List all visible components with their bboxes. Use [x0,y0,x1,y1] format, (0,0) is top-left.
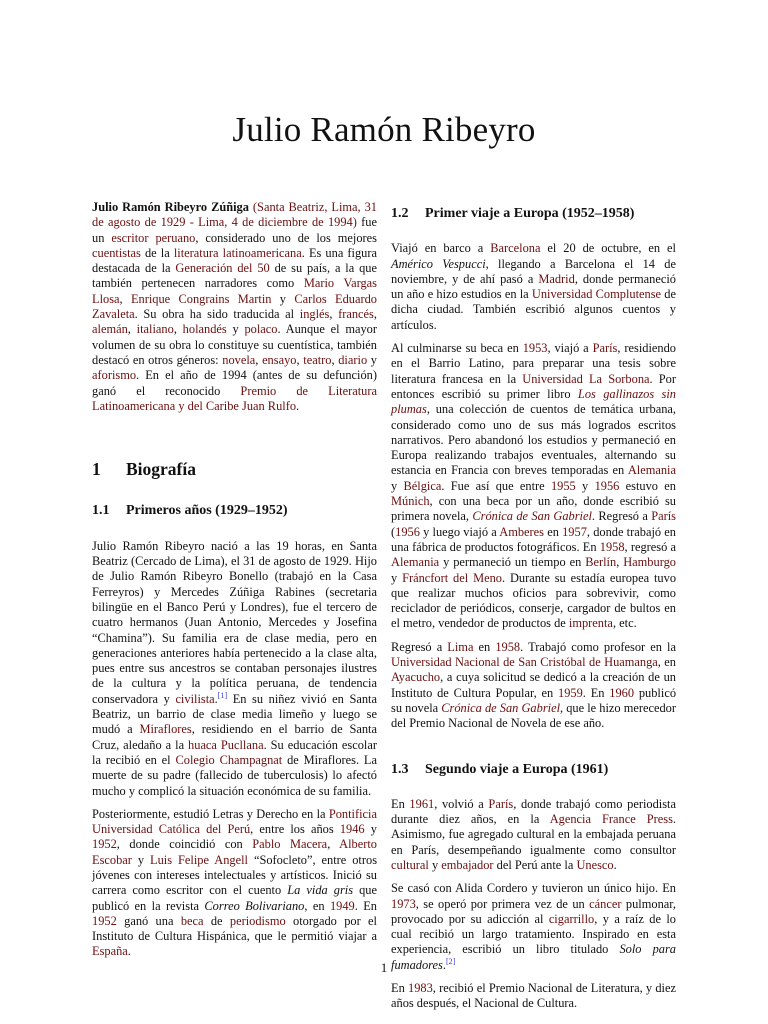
inline-link[interactable]: cuentistas [92,245,141,260]
text-run: En su niñez vivió en Santa Beatriz, un barrio de clase media limeño y luego se mudó a [92,691,377,737]
inline-link[interactable]: cáncer [589,896,622,911]
inline-link[interactable]: literatura latinoamericana [173,245,302,260]
text-run: , donde trabajó como periodista durante diez años, en la [391,796,676,827]
text-run: y [364,822,377,837]
text-run: en [473,639,496,654]
text-run: , a cuya solicitud se dedicó a la creación de un Instituto de Cultura Popular, en [391,670,676,700]
inline-link[interactable]: 1960 [609,685,635,700]
subsection-label: Segundo viaje a Europa (1961) [425,761,609,777]
text-run: y [226,322,245,337]
inline-link[interactable]: inglés [299,307,330,322]
inline-link[interactable]: París [488,796,514,811]
text-run: , etc. [612,616,637,631]
text-run: , donde permaneció un año e hizo estudios en la [391,271,676,302]
italic-text: La vida gris [287,883,354,898]
text-run: , considerado uno de los mejores [195,230,377,245]
inline-link[interactable]: Ayacucho [391,670,441,685]
text-run: . Trabajó como profesor en la [520,639,677,654]
inline-link[interactable]: teatro [303,352,332,367]
intro-paragraph [92,200,377,414]
biografia-paragraph-2 [92,807,377,960]
subsection-label: Primer viaje a Europa (1952–1958) [425,206,635,221]
text-run: , [173,322,183,337]
text-run: ( [391,524,396,539]
text-run: Al culminarse su beca en [391,341,523,356]
inline-link[interactable]: Madrid [538,271,575,286]
text-run: de Miraflores. La muerte de su padre (fallecido de tuberculosis) lo afectó mucho y complicó la situación económica de su familia. [92,752,377,798]
text-run: , recibió el Premio Nacional de Literatura, y diez años después, el Nacional de Cultura. [391,981,676,1011]
text-run: . En [582,685,610,700]
subsection-label: Primeros años (1929–1952) [126,503,288,519]
text-run: . Fue así que entre [441,478,551,493]
text-run: , con una beca por un año, donde escribió su primera novela, [391,494,676,524]
text-run: ganó una [116,913,181,928]
inline-link[interactable]: civilista [175,691,215,706]
text-run: Regresó a [391,639,448,654]
text-run: , donde trabajó en una fábrica de productos fotográficos. En [391,524,676,554]
text-run: , [331,352,339,367]
bold-text: Julio Ramón Ribeyro Zúñiga [92,200,249,214]
text-run: y permaneció un tiempo en [439,555,586,570]
inline-link[interactable]: ensayo [262,352,297,367]
inline-link[interactable]: Enrique Congrains Martin [130,291,272,306]
section-number: 1 [92,459,101,480]
text-run: . Aunque el mayor volumen de su obra lo constituye su cuentística, también destacó en otros géneros: [92,322,377,367]
inline-link[interactable]: Bélgica [403,478,442,493]
text-run: y [391,570,403,585]
text-run: . [214,691,218,706]
text-run: . [296,398,300,413]
text-run: . Por entonces escribió su primer libro [391,371,676,401]
text-run: de dicha ciudad. También escribió algunos cuentos y artículos. [391,287,676,332]
inline-link[interactable]: 1956 [395,524,420,539]
inline-link[interactable]: Alemania [627,463,676,478]
inline-link[interactable]: embajador [441,857,494,872]
inline-link[interactable]: Luis Felipe Angell [150,852,249,867]
text-run: el 20 de octubre, en el [540,241,676,256]
inline-link[interactable]: Pontificia Universidad Católica del Perú [92,806,377,837]
text-run: . En [354,898,377,913]
text-run: . Durante su estadía europea tuvo que realizar muchos oficios para sobrevivir, como reciclador de periódicos, conserje, cargador de bultos en el metro, vendedor de productos de [391,570,677,631]
inline-link[interactable]: Múnich [391,494,430,509]
text-run: , en [304,898,330,913]
inline-link[interactable]: 1953 [522,341,548,356]
text-run: y [428,857,442,872]
inline-link[interactable]: Fráncfort del Meno [402,570,502,585]
page-number: 1 [380,960,388,975]
text-run: . En el año de 1994 (antes de su defunción) ganó el reconocido [92,368,377,398]
inline-link[interactable]: 1952 [92,913,117,928]
text-run: , [119,291,131,306]
inline-link[interactable]: imprenta [568,616,613,631]
text-run: , [373,307,377,322]
text-run: , se operó por primera vez de un [415,896,590,911]
inline-link[interactable]: Crónica de San Gabriel [441,700,561,715]
text-run: , residiendo en el barrio de Santa Cruz, aledaño a la [92,722,378,752]
text-run: de [203,913,230,928]
inline-link[interactable]: París [592,341,618,356]
text-run: , [255,352,263,367]
text-run: de su país, a la que también pertenecen narradores como [92,261,377,291]
inline-link[interactable]: 1946 [339,822,365,837]
right-column [391,200,676,1020]
inline-link[interactable]: París [651,509,677,524]
inline-link[interactable]: Los gallinazos sin plumas [391,386,676,417]
text-run: “Sofocleto”, entre otros jóvenes con intereses intelectuales y artísticos. Inició su carrera como escritor con el cuento [92,852,378,898]
subsection-heading-primeros-anos [92,503,377,518]
text-run: en [544,524,563,539]
text-run: Viajó en barco a [391,241,491,256]
inline-link[interactable]: cigarrillo [548,911,595,926]
inline-link[interactable]: Lima [447,639,474,654]
inline-link[interactable]: beca [180,913,204,928]
inline-link[interactable]: aforismo [92,368,137,383]
inline-link[interactable]: francés [338,307,374,322]
primer-viaje-paragraph-3 [391,640,676,732]
text-run: , llegando a Barcelona el 14 de noviembre, y de ahí pasó a [391,256,676,286]
text-run: . [442,957,446,972]
inline-link[interactable]: escritor peruano [111,230,196,245]
inline-link[interactable]: Carlos Eduardo Zavaleta [92,291,377,322]
text-run: y [367,352,377,367]
text-run: y [271,291,295,306]
text-run: otorgado por el Instituto de Cultura Hispánica, que le permitió viajar a [92,913,377,944]
inline-link[interactable]: Miraflores [139,722,192,737]
text-run: , en [657,655,676,670]
inline-link[interactable]: 1983 [408,981,433,996]
text-run: , [296,352,304,367]
inline-link[interactable]: Alberto Escobar [92,837,377,867]
inline-link[interactable]: Premio de Literatura Latinoamericana y del Caribe Juan Rulfo [92,383,377,413]
text-run: y [131,852,151,867]
citation-link[interactable]: [1] [217,690,228,700]
text-run: y luego viajó a [419,524,500,539]
subsection-heading-primer-viaje [391,206,676,221]
inline-link[interactable]: 1949 [329,898,355,913]
inline-link[interactable]: periodismo [229,913,286,928]
text-run: , viajó a [547,341,593,356]
text-run: , [127,322,137,337]
inline-link[interactable]: Agencia France Press [549,812,673,827]
primer-viaje-paragraph-2 [391,341,676,632]
text-run: , y a raíz de lo cual recibió un largo tratamiento. Inspirado en esta experiencia, escribió un libro titulado [391,911,676,957]
inline-link[interactable]: Hamburgo [623,555,676,570]
text-run: . Su educación escolar la recibió en el [92,737,377,767]
text-run: y [391,478,404,493]
inline-link[interactable]: 1958 [599,539,625,554]
inline-link[interactable]: diario [338,352,368,367]
inline-link[interactable]: Generación del 50 [175,261,270,276]
italic-text: Solo para fumadores [391,942,676,972]
text-run: , residiendo en el Barrio Latino, para preparar una tesis sobre literatura francesa en la [391,341,676,386]
page-title: Julio Ramón Ribeyro [232,110,536,149]
inline-link[interactable]: Pablo Macera [252,837,328,852]
inline-link[interactable]: Unesco [576,857,614,872]
italic-text: Correo Bolivariano [204,898,305,913]
text-run: , [329,307,339,322]
inline-link[interactable]: 1955 [550,478,576,493]
inline-link[interactable]: polaco [244,322,278,337]
inline-link[interactable]: Alemania [391,555,440,570]
text-run: publicó su novela [391,685,677,715]
text-run: . [127,944,131,959]
inline-link[interactable]: Mario Vargas Llosa [92,276,377,306]
text-run: estuvo en [619,478,676,493]
inline-link[interactable]: España [92,944,128,959]
inline-link[interactable]: 1956 [594,478,620,493]
inline-link[interactable]: Universidad Nacional de San Cristóbal de Huamanga [391,655,658,670]
inline-link[interactable]: 1961 [409,796,435,811]
subsection-number: 1.3 [391,761,409,777]
segundo-viaje-paragraph-3 [391,981,676,1012]
inline-link[interactable]: cultural [391,857,429,872]
inline-link[interactable]: Barcelona [490,241,541,256]
text-run: En [391,796,410,811]
inline-link[interactable]: Amberes [499,524,544,539]
text-run: . Es una figura destacada de la [92,245,377,276]
inline-link[interactable]: Universidad La Sorbona [522,371,650,386]
text-run: . [613,857,617,872]
text-run: Julio Ramón Ribeyro nació a las 19 horas, en Santa Beatriz (Cercado de Lima), el 31 de agosto de 1929. Hijo de Julio Ramón Ribeyro Bonello (trabajó en la Casa Ferreyros) y Mercedes Zúñiga Rabines (secretaria bilingüe en el Banco Perú y Londres), fue el tercero de cuatro hermanos (Juan Antonio, Mercedes y Josefina “Chamina”). Su familia era de clase media, pero en generaciones anteriores había pertenecido a la clase alta, pues entre sus ancestros se contaban personajes ilustres de la cultura y la política peruana, de tendencia conservadora y [92,538,377,706]
text-run: , [327,837,340,852]
section-label: Biografía [126,459,196,480]
subsection-heading-segundo-viaje [391,762,676,777]
inline-link[interactable]: 1957 [562,524,587,539]
inline-link[interactable]: 1952 [92,837,117,852]
inline-link[interactable]: 1958 [495,639,521,654]
text-run: y [575,478,595,493]
inline-link[interactable]: Universidad Complutense [531,287,662,302]
text-run: , regresó a [624,539,677,554]
text-run: , [616,555,624,570]
text-run: Se casó con Alida Cordero y tuvieron un único hijo. En [391,881,676,896]
subsection-number: 1.2 [391,206,409,221]
text-run: , donde coincidió con [116,837,253,852]
inline-link[interactable]: alemán [92,322,128,337]
subsection-number: 1.1 [92,503,110,519]
text-run: , una colección de cuentos de temática urbana, considerado como uno de sus más logrados escritos narrativos. Pero abandonó los estudios y permaneció en Europa realizando trabajos eventuales, alternando su estancia en Francia con breves temporadas en [391,402,676,478]
inline-link[interactable]: novela [222,352,256,367]
text-run: , que le hizo merecedor del Premio Nacional de Novela de ese año. [391,700,676,731]
section-heading-biografia [92,459,377,480]
inline-link[interactable]: italiano [136,322,174,337]
text-run: , entre los años [250,822,340,837]
inline-link[interactable]: 1959 [558,685,583,700]
citation-link[interactable]: [2] [445,956,456,966]
text-run: En [391,981,408,996]
text-run: fue un [92,215,378,245]
inline-link[interactable]: Berlín [585,555,617,570]
text-run: de la [140,245,174,260]
biografia-paragraph-1 [92,539,377,799]
inline-link[interactable]: (Santa Beatriz, Lima, 31 de agosto de 1929 - Lima, 4 de diciembre de 1994) [92,200,377,230]
italic-text: Américo Vespucci [391,256,486,271]
text-run: . Su obra ha sido traducida al [134,307,300,322]
segundo-viaje-paragraph-1 [391,797,676,873]
inline-link[interactable]: Colegio Champagnat [175,752,283,767]
text-run: Posteriormente, estudió Letras y Derecho en la [92,806,329,821]
inline-link[interactable]: 1973 [391,896,416,911]
left-column [92,200,377,968]
text-run: pulmonar, provocado por su adicción al [391,896,676,926]
text-run: del Perú ante la [493,857,577,872]
text-run: , volvió a [434,796,489,811]
text-run: . Asimismo, fue agregado cultural en la embajada peruana en París, desempeñando igualmente como consultor [391,812,676,857]
text-run: que publicó en la revista [92,883,377,913]
inline-link[interactable]: Crónica de San Gabriel [472,509,592,524]
text-run: . Regresó a [591,509,652,524]
inline-link[interactable]: huaca Pucllana [188,737,264,752]
primer-viaje-paragraph-1 [391,241,676,333]
inline-link[interactable]: holandés [182,322,227,337]
